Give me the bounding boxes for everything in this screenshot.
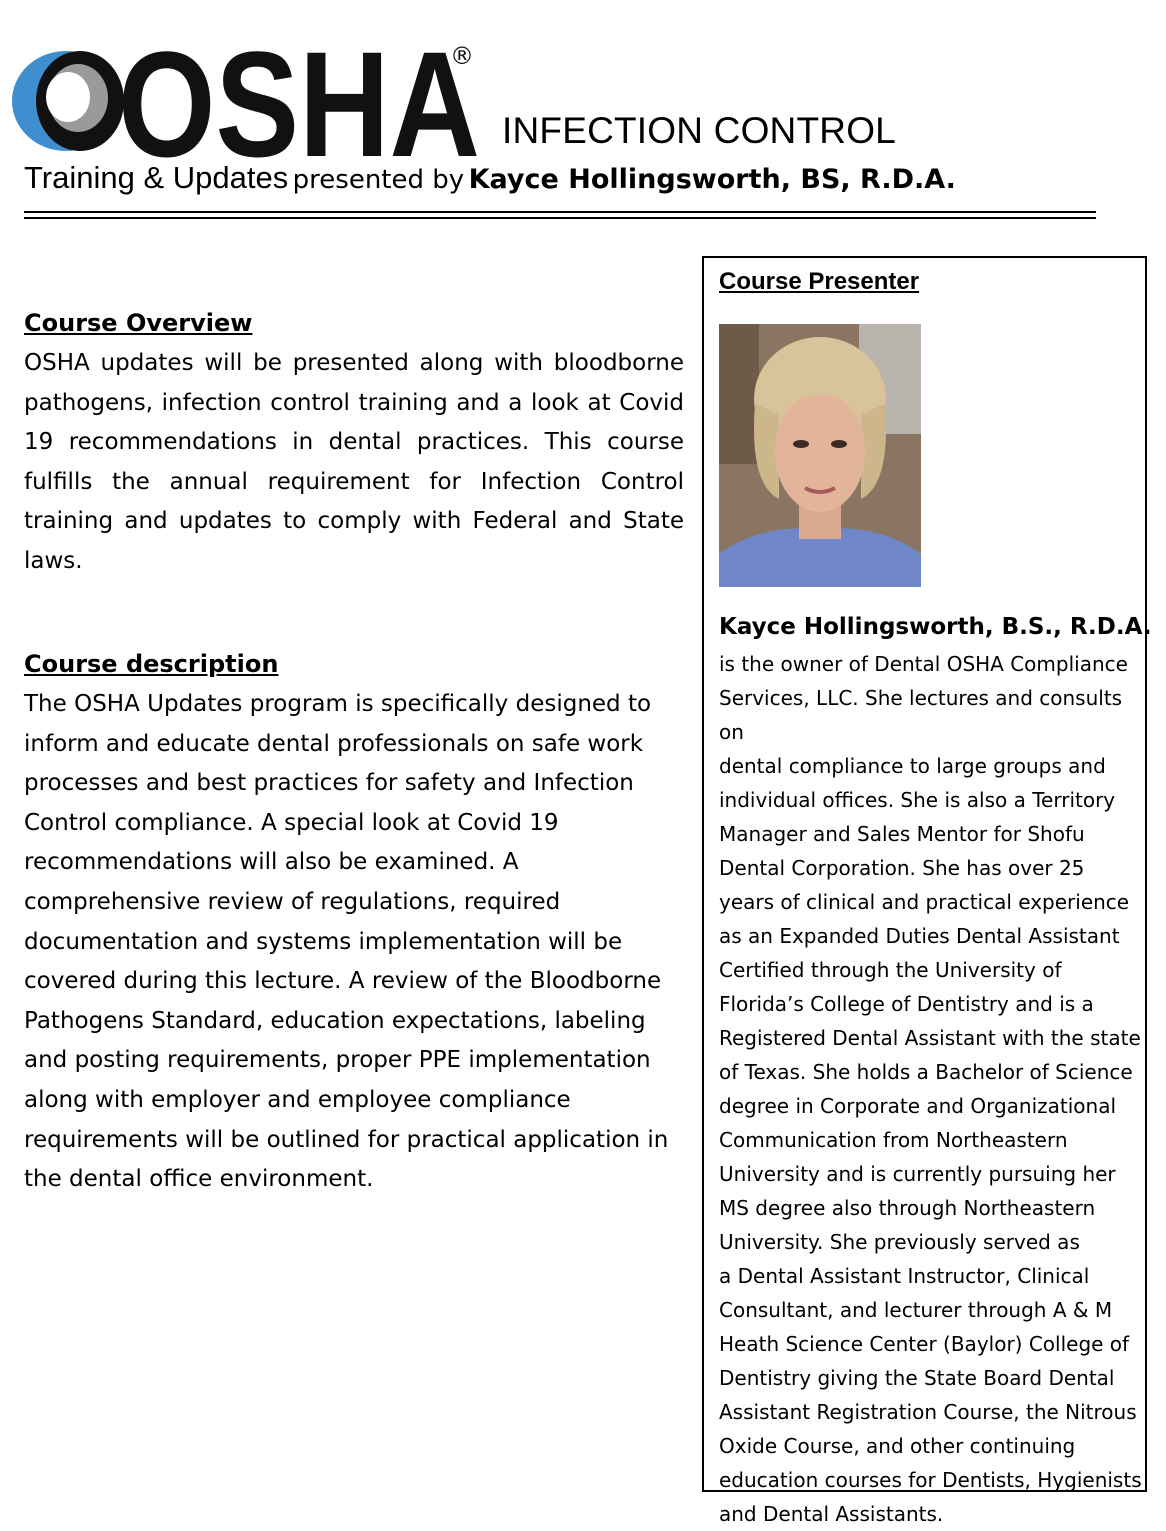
course-description-heading: Course description <box>24 650 279 678</box>
course-presenter-heading: Course Presenter <box>719 268 920 295</box>
svg-text:®: ® <box>450 42 474 70</box>
course-presenter-panel <box>702 256 1152 1526</box>
byline-training: Training & Updates <box>24 160 289 195</box>
course-overview-text: OSHA updates will be presented along with bloodborne pathogens, infection control training and a look at Covid 19 recommendations in dental practices. This course fulfills the annual requirement for Infection Control training and updates to comply with Federal and State laws. <box>24 350 684 574</box>
course-overview-section <box>24 308 684 582</box>
header-divider <box>24 211 1096 213</box>
presenter-name: Kayce Hollingsworth, B.S., R.D.A. <box>719 614 1152 640</box>
course-description-text: The OSHA Updates program is specifically designed to inform and educate dental professionals on safe work processes and best practices for safety and Infection Control compliance. A special look at Covid 19 recommendations will also be examined. A comprehensive review of regulations, required documentation and systems implementation will be covered during this lecture. A review of the Bloodborne Pathogens Standard, education expectations, labeling and posting requirements, proper PPE implementation along with employer and employee compliance requirements will be outlined for practical application in the dental office environment. <box>24 691 669 1193</box>
subtitle: INFECTION CONTROL <box>502 110 896 151</box>
presenter-photo <box>719 324 921 587</box>
osha-logo <box>8 40 488 162</box>
byline-presented-by: presented by <box>292 165 465 195</box>
course-overview-heading: Course Overview <box>24 309 253 337</box>
presenter-bio: is the owner of Dental OSHA Compliance Services, LLC. She lectures and consults on dental compliance to large groups and individual offices. She is also a Territory Manager and Sales Mentor for Shofu Dental Corporation. She has over 25 years of clinical and practical experience as an Expanded Duties Dental Assistant Certified through the University of Florida’s College of Dentistry and is a Registered Dental Assistant with the state of Texas. She holds a Bachelor of Science degree in Corporate and Organizational Communication from Northeastern University and is currently pursuing her MS degree also through Northeastern University. She previously served as a Dental Assistant Instructor, Clinical Consultant, and lecturer through A & M Heath Science Center (Baylor) College of Dentistry giving the State Board Dental Assistant Registration Course, the Nitrous Oxide Course, and other continuing education courses for Dentists, Hygienists and Dental Assistants. <box>719 652 1142 1526</box>
svg-text:OSHA: OSHA <box>118 40 480 162</box>
header-divider-second <box>24 217 1096 219</box>
byline <box>24 160 956 196</box>
byline-presenter-name: Kayce Hollingsworth, BS, R.D.A. <box>468 164 956 195</box>
course-description-section <box>24 649 684 1200</box>
